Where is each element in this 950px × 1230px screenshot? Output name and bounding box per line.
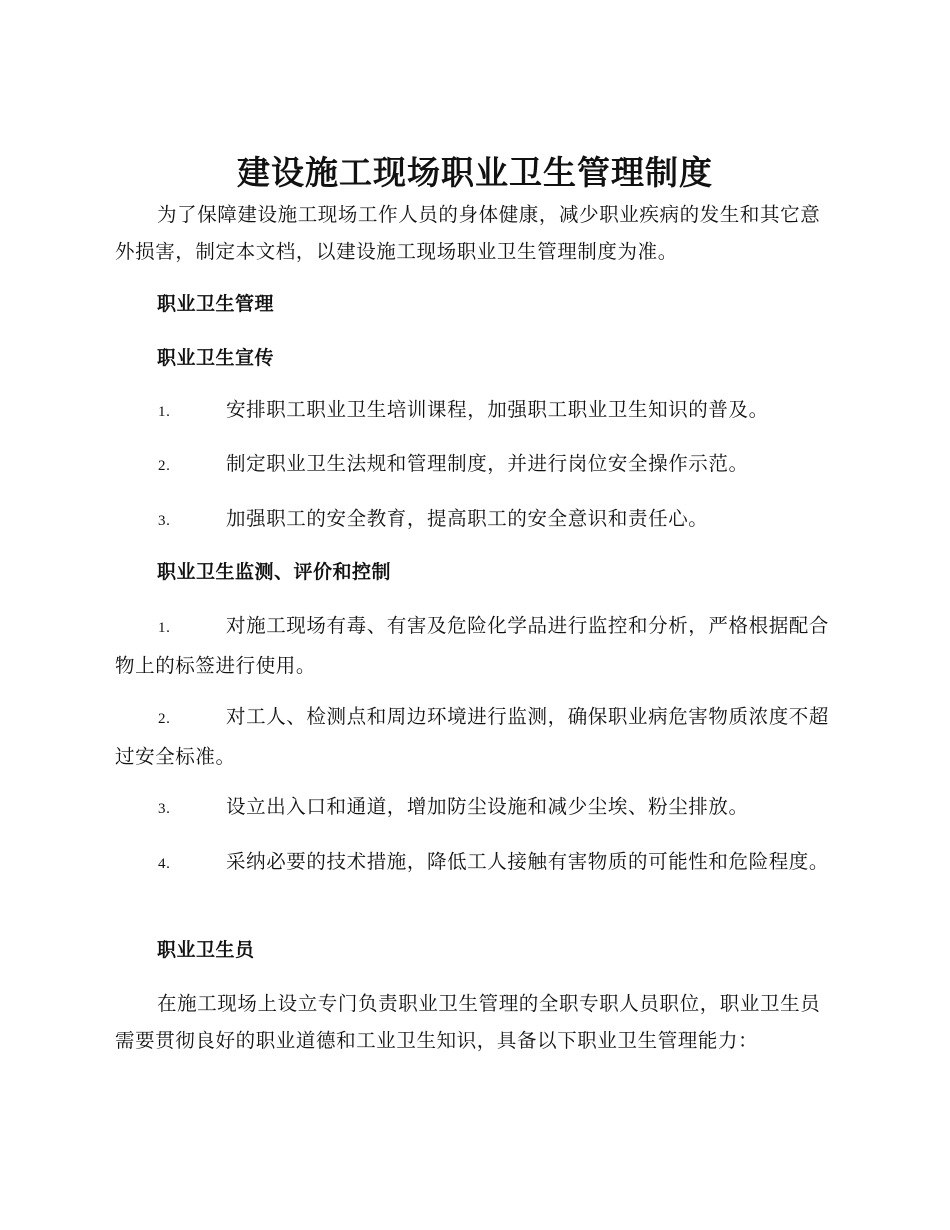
list-item-text: 对施工现场有毒、有害及危险化学品进行监控和分析，严格根据配合物上的标签进行使用。 [115,614,830,677]
list-item [115,500,835,540]
section-heading-monitoring: 职业卫生监测、评价和控制 [157,561,392,583]
list-item-text: 加强职工的安全教育，提高职工的安全意识和责任心。 [226,507,709,530]
list-item-number: 2. [158,711,171,727]
list-item-text: 制定职业卫生法规和管理制度，并进行岗位安全操作示范。 [226,452,749,475]
list-item [115,698,835,775]
section-heading-management: 职业卫生管理 [157,293,275,315]
list-item [115,391,835,431]
document-title: 建设施工现场职业卫生管理制度 [237,153,713,192]
list-item [115,788,835,828]
list-item-number: 3. [158,801,171,817]
list-item-text: 安排职工职业卫生培训课程，加强职工职业卫生知识的普及。 [226,398,769,421]
list-item-number: 3. [158,513,171,529]
list-item-number: 1. [158,404,171,420]
list-item-text: 对工人、检测点和周边环境进行监测，确保职业病危害物质浓度不超过安全标准。 [115,705,830,768]
section-heading-publicity: 职业卫生宣传 [157,347,275,369]
list-item [115,843,835,883]
list-item-number: 4. [158,856,171,872]
list-item-text: 采纳必要的技术措施，降低工人接触有害物质的可能性和危险程度。 [226,850,830,873]
list-item-number: 2. [158,458,171,474]
list-item-number: 1. [158,620,171,636]
officer-paragraph: 在施工现场上设立专门负责职业卫生管理的全职专职人员职位，职业卫生员需要贯彻良好的职业道德和工业卫生知识，具备以下职业卫生管理能力： [115,992,821,1052]
section-heading-officer: 职业卫生员 [157,939,255,961]
list-item-text: 设立出入口和通道，增加防尘设施和减少尘埃、粉尘排放。 [226,795,749,818]
list-item [115,445,835,485]
list-item [115,607,835,684]
intro-paragraph: 为了保障建设施工现场工作人员的身体健康，减少职业疾病的发生和其它意外损害，制定本文档，以建设施工现场职业卫生管理制度为准。 [115,203,821,263]
